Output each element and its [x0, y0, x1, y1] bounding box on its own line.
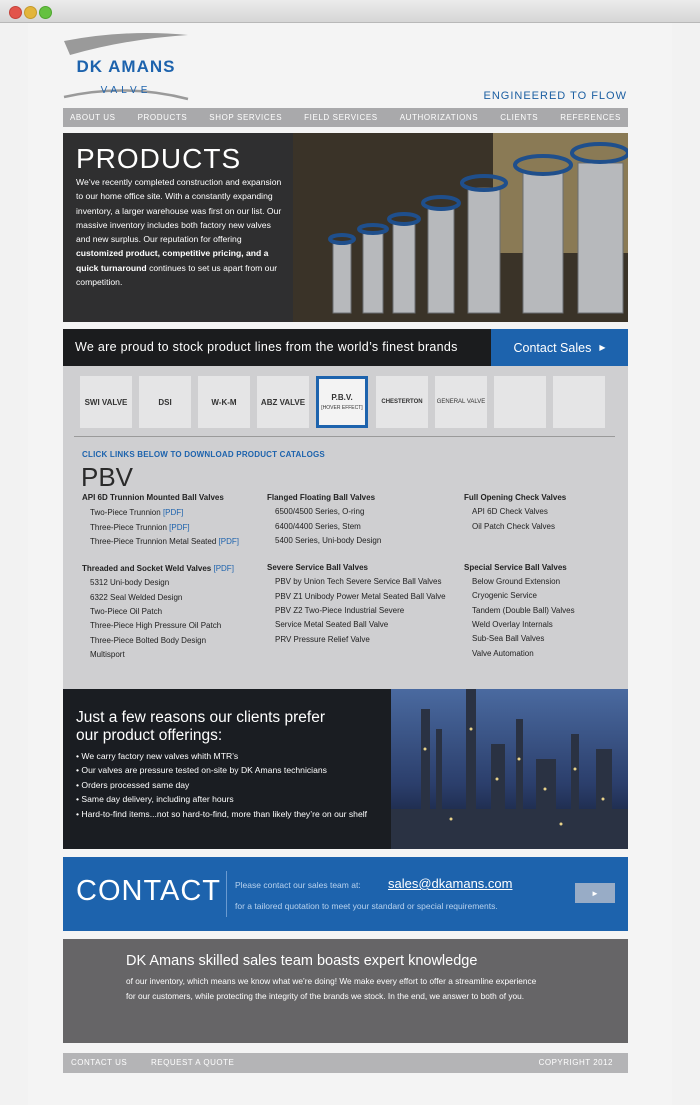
- tagline: ENGINEERED TO FLOW: [483, 90, 627, 102]
- arrow-right-icon: ▶: [599, 343, 606, 352]
- catalog-item: Three-Piece Trunnion Metal Seated [PDF]: [90, 536, 239, 546]
- dk-amans-logo[interactable]: [62, 33, 190, 101]
- catalog-item[interactable]: Cryogenic Service: [472, 591, 537, 601]
- catalog-divider: [74, 436, 615, 437]
- sales-email-link[interactable]: sales@dkamans.com: [388, 876, 513, 891]
- catalog-item[interactable]: Multisport: [90, 649, 125, 659]
- nav-clients[interactable]: CLIENTS: [500, 113, 539, 122]
- hero-text-part1: We’ve recently completed construction and expansion to our home office site. With a constantly expanding inventory, a larger warehouse was first on our list. Our massive inventory includes both factory new valves and new surplus. Our reputation for offering: [76, 177, 282, 245]
- team-title: DK Amans skilled sales team boasts expert knowledge: [126, 953, 478, 969]
- brand-tile-label: P.B.V.: [331, 393, 353, 402]
- play-arrow-icon: ►: [591, 888, 599, 898]
- catalog-item[interactable]: Sub-Sea Ball Valves: [472, 634, 545, 644]
- team-section: [63, 939, 628, 1043]
- catalog-item[interactable]: Oil Patch Check Valves: [472, 521, 555, 531]
- footer-contact-us-link[interactable]: CONTACT US: [71, 1058, 128, 1067]
- contact-section: [63, 857, 628, 931]
- main-nav: [63, 108, 628, 127]
- catalog-item[interactable]: API 6D Check Valves: [472, 507, 548, 517]
- logo-wordmark: DK AMANS: [76, 57, 176, 76]
- brand-tile-label: DSI: [158, 397, 172, 407]
- reasons-title-line: our product offerings:: [76, 727, 223, 744]
- reasons-title-line: Just a few reasons our clients prefer: [76, 709, 325, 726]
- team-description: of our inventory, which means we know what we’re doing! We make every effort to offer a streamline experience for our customers, while protecting the integrity of the brands we stock. In the end, we answer to both of you.: [126, 976, 537, 1001]
- nav-shop-services[interactable]: SHOP SERVICES: [209, 113, 283, 122]
- valves-illustration: [293, 133, 628, 322]
- brand-tile-dsi[interactable]: [139, 376, 191, 428]
- refinery-illustration: [391, 689, 628, 849]
- catalog-item[interactable]: 5312 Uni-body Design: [90, 578, 170, 588]
- brand-tile-empty[interactable]: [553, 376, 605, 428]
- catalog-item[interactable]: PBV by Union Tech Severe Service Ball Valves: [275, 577, 442, 587]
- brand-tile-hover-note: [HOVER EFFECT]: [321, 405, 363, 411]
- catalog-column-3: [464, 491, 624, 661]
- pdf-link[interactable]: [PDF]: [213, 564, 234, 574]
- refinery-photo: [391, 689, 628, 849]
- pdf-link[interactable]: [PDF]: [169, 522, 190, 532]
- catalog-category: Special Service Ball Valves: [464, 562, 567, 572]
- brand-tile-chesterton[interactable]: [376, 376, 428, 428]
- list-item: • We carry factory new valves whith MTR’s: [76, 751, 239, 761]
- catalog-category: Threaded and Socket Weld Valves [PDF]: [82, 564, 234, 574]
- hero-description: [76, 175, 282, 289]
- catalog-item[interactable]: Weld Overlay Internals: [472, 620, 553, 630]
- page-title: PRODUCTS: [76, 143, 242, 174]
- brand-tile-label: CHESTERTON: [381, 399, 423, 405]
- catalog-column-2: [267, 491, 462, 647]
- catalog-category: API 6D Trunnion Mounted Ball Valves: [82, 493, 224, 502]
- brand-tile-label: ABZ VALVE: [260, 397, 306, 407]
- catalog-item[interactable]: 5400 Series, Uni-body Design: [275, 535, 382, 545]
- catalog-item[interactable]: Two-Piece Oil Patch: [90, 607, 163, 617]
- brand-tile-empty[interactable]: [494, 376, 546, 428]
- close-window-button[interactable]: [9, 6, 22, 19]
- catalog-item: Three-Piece Trunnion [PDF]: [90, 522, 190, 532]
- catalog-item[interactable]: Below Ground Extension: [472, 577, 561, 587]
- catalog-item[interactable]: Service Metal Seated Ball Valve: [275, 620, 389, 630]
- reasons-title: [76, 709, 325, 745]
- contact-sales-button[interactable]: [491, 329, 628, 366]
- list-item: • Hard-to-find items...not so hard-to-find, more than likely they’re on our shelf: [76, 808, 368, 819]
- hero-text-bold: customized product, competitive pricing, and a quick turnaround: [76, 248, 269, 273]
- catalog-item[interactable]: 6500/4500 Series, O-ring: [275, 507, 365, 517]
- list-item: • Our valves are pressure tested on-site by DK Amans technicians: [76, 765, 327, 776]
- brand-tile-label: W-K-M: [211, 397, 237, 407]
- brand-tile-wkm[interactable]: [198, 376, 250, 428]
- reasons-section: [63, 689, 628, 849]
- reasons-list: [76, 749, 376, 821]
- brand-tile-label: GENERAL VALVE: [436, 399, 486, 405]
- pdf-link[interactable]: [PDF]: [218, 536, 239, 546]
- contact-prompt: Please contact our sales team at:: [235, 880, 361, 890]
- products-hero: [63, 133, 628, 322]
- catalog-panel: [63, 366, 628, 689]
- contact-subtext: for a tailored quotation to meet your standard or special requirements.: [235, 901, 498, 911]
- catalog-heading: CLICK LINKS BELOW TO DOWNLOAD PRODUCT CATALOGS: [82, 450, 325, 459]
- hero-text-part2: continues to set us apart from our competition.: [76, 262, 278, 288]
- catalog-column-1: [82, 491, 267, 662]
- catalog-brand-title: PBV: [81, 462, 134, 492]
- brand-tile-label: SWI VALVE: [84, 397, 128, 407]
- list-item: • Orders processed same day: [76, 779, 190, 790]
- list-item: • Same day delivery, including after hours: [76, 794, 234, 805]
- catalog-category: Full Opening Check Valves: [464, 493, 567, 502]
- catalog-item[interactable]: Tandem (Double Ball) Valves: [472, 605, 575, 615]
- footer: [63, 1053, 628, 1073]
- catalog-item[interactable]: Valve Automation: [472, 648, 534, 658]
- brand-tile-general-valve[interactable]: [435, 376, 487, 428]
- valves-photo: [293, 133, 628, 322]
- catalog-item[interactable]: PBV Z2 Two-Piece Industrial Severe: [275, 606, 405, 616]
- window-titlebar: [0, 0, 700, 23]
- catalog-item[interactable]: Three-Piece Bolted Body Design: [90, 635, 207, 645]
- logo-sub: VALVE: [100, 85, 152, 96]
- contact-divider: [226, 871, 227, 917]
- zoom-window-button[interactable]: [39, 6, 52, 19]
- minimize-window-button[interactable]: [24, 6, 37, 19]
- contact-submit-button[interactable]: [575, 883, 615, 903]
- brands-bar: [63, 329, 628, 366]
- contact-sales-label: Contact Sales: [513, 340, 592, 355]
- nav-products[interactable]: PRODUCTS: [137, 113, 188, 122]
- nav-field-services[interactable]: FIELD SERVICES: [304, 113, 378, 122]
- footer-copyright: COPYRIGHT 2012: [538, 1058, 613, 1067]
- catalog-category: Severe Service Ball Valves: [267, 563, 368, 573]
- brand-tile-pbv[interactable]: [316, 376, 368, 428]
- brand-tile-swi[interactable]: [80, 376, 132, 428]
- brands-bar-text: We are proud to stock product lines from the world’s finest brands: [75, 340, 458, 354]
- nav-references[interactable]: REFERENCES: [560, 113, 621, 122]
- nav-authorizations[interactable]: AUTHORIZATIONS: [399, 113, 479, 122]
- contact-title: CONTACT: [76, 875, 222, 907]
- catalog-item[interactable]: 6400/4400 Series, Stem: [275, 521, 361, 531]
- catalog-item: Two-Piece Trunnion [PDF]: [90, 508, 184, 518]
- footer-request-quote-link[interactable]: REQUEST A QUOTE: [151, 1058, 235, 1067]
- catalog-item[interactable]: Three-Piece High Pressure Oil Patch: [90, 621, 222, 631]
- pdf-link[interactable]: [PDF]: [162, 508, 184, 518]
- catalog-item[interactable]: 6322 Seal Welded Design: [90, 592, 183, 602]
- catalog-item[interactable]: PRV Pressure Relief Valve: [275, 634, 370, 644]
- brand-tile-abz[interactable]: [257, 376, 309, 428]
- catalog-category: Flanged Floating Ball Valves: [267, 493, 376, 502]
- nav-about-us[interactable]: ABOUT US: [70, 113, 116, 122]
- catalog-item[interactable]: PBV Z1 Unibody Power Metal Seated Ball Valve: [275, 591, 446, 601]
